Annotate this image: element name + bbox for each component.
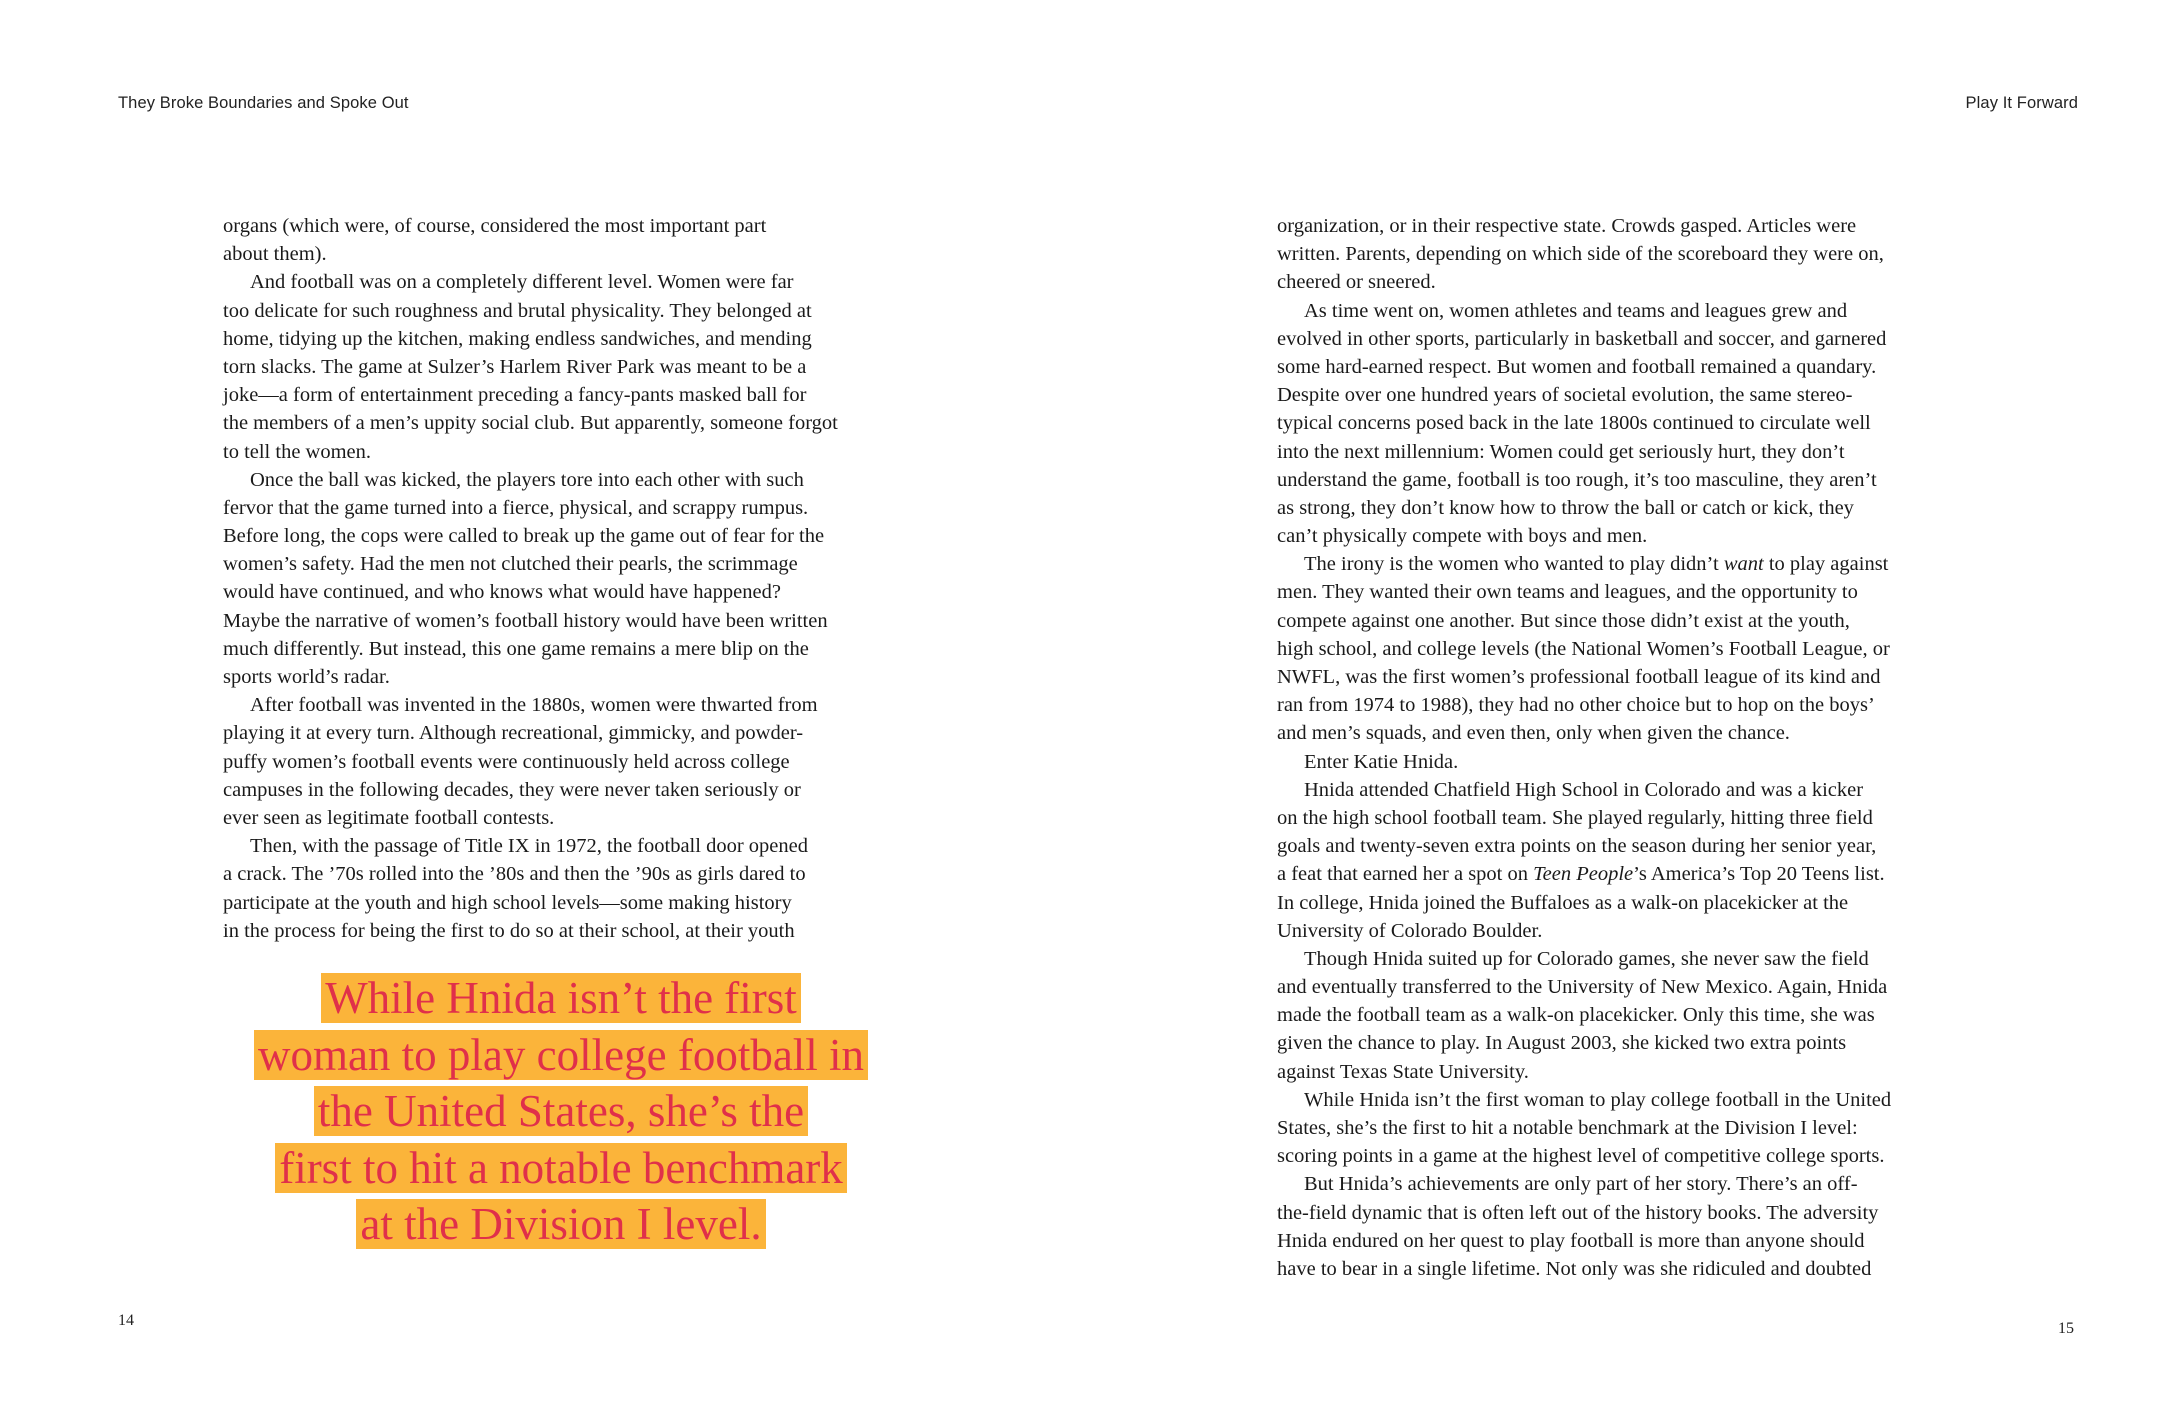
text-line: compete against one another. But since those didn’t exist at the youth, [1277,609,1850,632]
text-line: ran from 1974 to 1988), they had no other choice but to hop on the boys’ [1277,694,1875,717]
text-line: Hnida attended Chatfield High School in Colorado and was a kicker [1304,778,1864,801]
text-line: But Hnida’s achievements are only part of her story. There’s an off- [1304,1173,1858,1196]
emphasis: want [1723,553,1764,576]
text-line: goals and twenty-seven extra points on the season during her senior year, [1277,835,1877,858]
text-line: Enter Katie Hnida. [1304,750,1459,773]
text-line: written. Parents, depending on which side of the scoreboard they were on, [1277,243,1884,266]
text-line: As time went on, women athletes and teams and leagues grew and [1304,299,1848,322]
text-line: a crack. The ’70s rolled into the ’80s and then the ’90s as girls dared to [223,863,806,886]
text-line: Despite over one hundred years of societal evolution, the same stereo- [1277,384,1853,407]
text-line: understand the game, football is too rough, it’s too masculine, they aren’t [1277,468,1877,491]
text-line: too delicate for such roughness and brutal physicality. They belonged at [223,299,812,322]
text-line: Maybe the narrative of women’s football history would have been written [223,609,828,632]
text-line: against Texas State University. [1277,1060,1529,1083]
page-number-right: 15 [2058,1320,2074,1337]
text-line: Though Hnida suited up for Colorado games, she never saw the field [1304,947,1869,970]
pull-quote-line: first to hit a notable benchmark [275,1143,847,1193]
text-line: evolved in other sports, particularly in basketball and soccer, and garnered [1277,327,1887,350]
text-line: cheered or sneered. [1277,271,1436,294]
text-line: The irony is the women who wanted to play didn’t want to play against [1304,553,1889,576]
text-line: joke—a form of entertainment preceding a fancy-pants masked ball for [223,384,807,407]
text-line: much differently. But instead, this one game remains a mere blip on the [223,637,809,660]
running-head-left: They Broke Boundaries and Spoke Out [118,94,409,112]
emphasis: Teen People [1533,863,1634,886]
text-line: about them). [223,243,327,266]
text-line: a feat that earned her a spot on Teen People’s America’s Top 20 Teens list. [1277,863,1885,886]
text-line: have to bear in a single lifetime. Not only was she ridiculed and doubted [1277,1257,1872,1280]
text-line: the members of a men’s uppity social club. But apparently, someone forgot [223,412,838,435]
text-line: and eventually transferred to the University of New Mexico. Again, Hnida [1277,976,1888,999]
page-number-left: 14 [118,1312,134,1329]
text-line: Once the ball was kicked, the players tore into each other with such [250,468,804,491]
text-line: In college, Hnida joined the Buffaloes as a walk-on placekicker at the [1277,891,1849,914]
text-line: NWFL, was the first women’s professional football league of its kind and [1277,666,1881,688]
text-line: into the next millennium: Women could get seriously hurt, they don’t [1277,440,1845,463]
text-line: torn slacks. The game at Sulzer’s Harlem River Park was meant to be a [223,355,807,378]
text-line: men. They wanted their own teams and leagues, and the opportunity to [1277,581,1858,604]
text-line: After football was invented in the 1880s, women were thwarted from [250,694,818,717]
right-page-body [1277,212,1987,1283]
text-line: to tell the women. [223,440,372,463]
text-line: Hnida endured on her quest to play football is more than anyone should [1277,1229,1865,1252]
text-line: high school, and college levels (the National Women’s Football League, or [1277,637,1890,660]
text-line: as strong, they don’t know how to throw the ball or catch or kick, they [1277,496,1854,519]
text-line: made the football team as a walk-on placekicker. Only this time, she was [1277,1004,1875,1027]
running-head-right: Play It Forward [1965,94,2078,112]
text-line: organs (which were, of course, considered the most important part [223,215,767,237]
text-line: and men’s squads, and even then, only when given the chance. [1277,722,1790,745]
text-line: campuses in the following decades, they were never taken seriously or [223,778,801,801]
text-line: in the process for being the first to do so at their school, at their youth [223,919,795,942]
text-line: home, tidying up the kitchen, making endless sandwiches, and mending [223,327,812,350]
text-line: University of Colorado Boulder. [1277,919,1543,942]
text-line: can’t physically compete with boys and men. [1277,525,1648,548]
text-line: ever seen as legitimate football contests. [223,806,555,829]
text-line: scoring points in a game at the highest level of competitive college sports. [1277,1145,1885,1168]
text-line: puffy women’s football events were continuously held across college [223,750,790,773]
text-line: sports world’s radar. [223,666,390,688]
text-line: And football was on a completely different level. Women were far [250,271,794,294]
text-line: participate at the youth and high school levels—some making history [223,891,792,914]
text-line: Then, with the passage of Title IX in 1972, the football door opened [250,835,808,858]
pull-quote-line: at the Division I level. [356,1199,765,1249]
pull-quote [223,970,899,1253]
text-line: the-field dynamic that is often left out of the history books. The adversity [1277,1201,1879,1224]
text-line: playing it at every turn. Although recreational, gimmicky, and powder- [223,722,804,745]
text-line: typical concerns posed back in the late 1800s continued to circulate well [1277,412,1871,435]
pull-quote-line: While Hnida isn’t the first [321,973,801,1023]
text-line: fervor that the game turned into a fierce, physical, and scrappy rumpus. [223,496,809,519]
text-line: Before long, the cops were called to break up the game out of fear for the [223,525,825,548]
text-line: would have continued, and who knows what would have happened? [223,581,781,604]
text-line: women’s safety. Had the men not clutched their pearls, the scrimmage [223,553,798,576]
text-line: While Hnida isn’t the first woman to play college football in the United [1304,1088,1892,1111]
text-line: States, she’s the first to hit a notable benchmark at the Division I level: [1277,1117,1858,1139]
pull-quote-line: woman to play college football in [254,1030,868,1080]
text-line: given the chance to play. In August 2003, she kicked two extra points [1277,1032,1847,1055]
left-page-body [223,212,923,945]
pull-quote-line: the United States, she’s the [314,1086,808,1136]
text-line: some hard-earned respect. But women and football remained a quandary. [1277,355,1877,378]
text-line: on the high school football team. She played regularly, hitting three field [1277,806,1873,829]
text-line: organization, or in their respective state. Crowds gasped. Articles were [1277,215,1857,237]
